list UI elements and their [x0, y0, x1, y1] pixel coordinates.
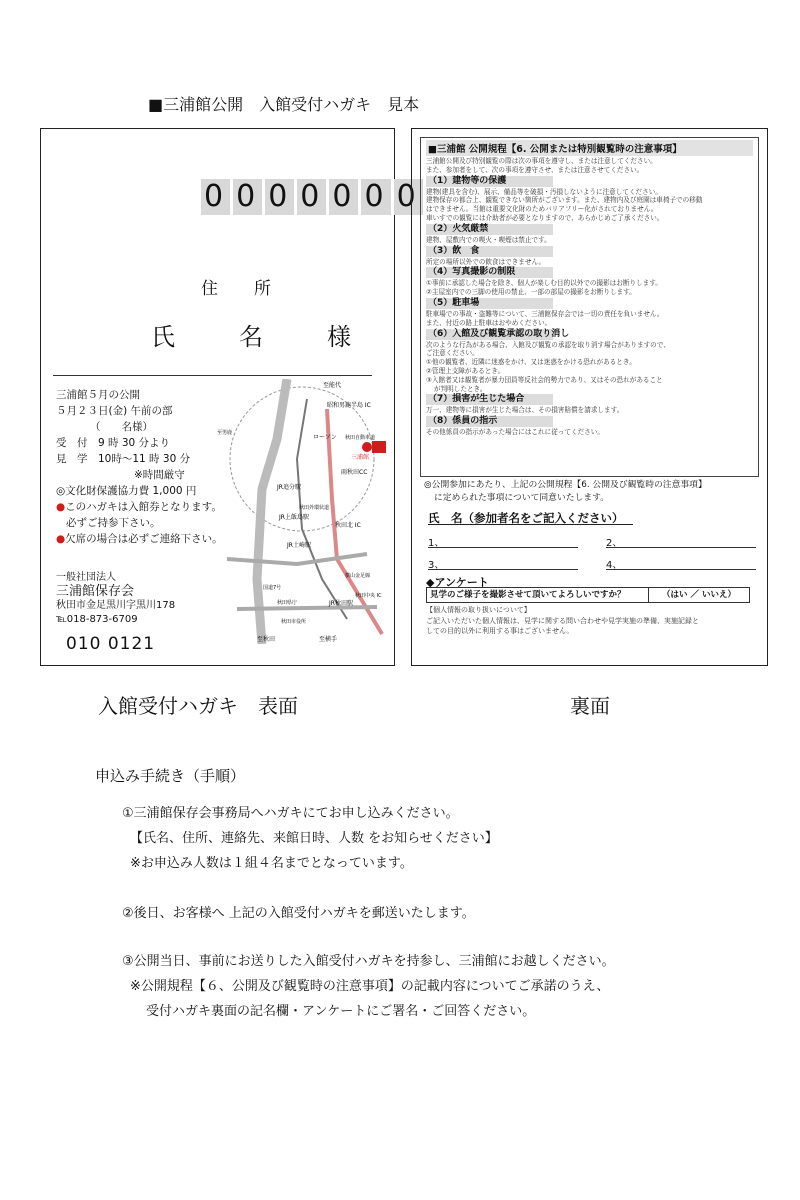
rule-heading: （6）入館及び観覧承認の取り消し — [428, 328, 570, 339]
reception-time: 受 付 9 時 30 分より — [56, 437, 171, 449]
page-title: ■三浦館公開 入館受付ハガキ 見本 — [148, 95, 420, 114]
divider — [53, 375, 372, 376]
steps-title: 申込み手続き（手順） — [95, 767, 246, 785]
name-slot-4[interactable]: 4、 — [606, 560, 623, 571]
postal-digit: 0 — [201, 179, 230, 215]
map-label: 三浦館 — [351, 454, 370, 461]
signer-heading: 氏 名（参加者名をご記入ください） — [428, 511, 624, 525]
rule-heading: （4）写真撮影の制限 — [426, 267, 553, 278]
rule-text: ご注意ください。 — [426, 349, 479, 358]
name-char: 名 — [239, 323, 263, 351]
sender-info — [56, 571, 175, 627]
map-label: 横山金足線 — [345, 573, 371, 579]
map-label: 至横手 — [319, 636, 338, 643]
name-slot-line — [428, 547, 578, 548]
privacy-note — [426, 605, 756, 637]
name-char: 氏 — [151, 323, 175, 351]
absence-note: ●欠席の場合は必ずご連絡下さい。 — [56, 533, 223, 545]
map-label: 国道7号 — [263, 585, 282, 591]
caption-back: 裏面 — [570, 694, 610, 718]
rule-text: 三浦館公開及び特別観覧の際は次の事項を遵守し、または注意してください。 — [426, 157, 657, 165]
org-address: 秋田市金足黒川字黒川178 — [56, 600, 176, 611]
step-2: ②後日、お客様へ 上記の入館受付ハガキを郵送いたします。 — [122, 906, 475, 921]
rule-heading: （2）火気厳禁 — [426, 224, 553, 235]
name-slot-line — [428, 569, 578, 570]
survey-title: ◆アンケート — [426, 576, 489, 589]
name-slot-1[interactable]: 1、 — [428, 538, 445, 549]
rule-heading: （8）係員の指示 — [426, 416, 553, 427]
privacy-text: ご記入いただいた個人情報は、見学に関する問い合わせや見学実施の準備、実施記録と — [426, 616, 699, 625]
map-label: JR秋田駅 — [329, 600, 353, 607]
map-label: 秋田外環状道 — [299, 505, 330, 511]
survey-answer-choice[interactable]: （はい ／ いいえ） — [662, 590, 736, 600]
sender-zip: 010 0121 — [66, 634, 156, 654]
rule-text: 所定の場所以外での飲食はできません。 — [426, 257, 546, 266]
access-map — [217, 379, 387, 644]
name-slot-line — [606, 547, 756, 548]
survey-question: 見学のご様子を撮影させて頂いてよろしいですか？ — [427, 588, 649, 602]
map-label: 至能代 — [323, 382, 342, 389]
rule-text: 建物保存の都合上、観覧できない箇所がございます。また、建物内及び庭園は車椅子での移動 — [426, 196, 703, 205]
rule-heading: （1）建物等の保護 — [426, 176, 553, 187]
map-label: 秋田自動車道 — [345, 435, 376, 441]
rule-text: 駐車場での事故・盗難等について、三浦館保存会では一切の責任を負いません。 — [426, 309, 664, 318]
rule-text: ②管理上支障があるとき。 — [426, 366, 505, 375]
rule-text: その他係員の指示があった場合にはこれに従ってください。 — [426, 428, 604, 437]
rule-heading: （7）損害が生じた場合 — [426, 394, 553, 405]
map-label: 秋田市役所 — [281, 619, 307, 625]
survey-box — [426, 587, 750, 603]
step-3-note-cont: 受付ハガキ裏面の記名欄・アンケートにご署名・ご回答ください。 — [146, 1004, 536, 1019]
map-label: 秋田県庁 — [277, 600, 298, 606]
target-label-bg — [372, 441, 386, 453]
caption-front: 入館受付ハガキ 表面 — [98, 694, 298, 718]
postal-digit: 0 — [329, 179, 358, 215]
event-date: ５月２３日(金) 午前の部 — [56, 405, 173, 417]
bring-note: 必ずご持参下さい。 — [66, 517, 161, 529]
step-3-note: ※公開規程【６、公開及び観覧時の注意事項】の記載内容についてご承諾のうえ、 — [130, 979, 610, 994]
rule-heading: （3）飲 食 — [426, 246, 553, 257]
map-label: JR上飯島駅 — [279, 514, 309, 521]
agreement-line: に定められた事項について同意いたします。 — [434, 493, 610, 503]
agreement-line: ◎公開参加にあたり、上記の公開規程【6. 公開及び観覧時の注意事項】 — [424, 480, 707, 490]
map-road-cross — [227, 554, 367, 564]
rules-title: ■三浦館 公開規程【6. 公開または特別観覧時の注意事項】 — [426, 140, 753, 156]
step-1-note: ※お申込み人数は１組４名までとなっています。 — [130, 856, 413, 871]
map-label: 雨秋田CC — [341, 469, 368, 476]
rule-text: 建物、屋敷内での喫火・喫煙は禁止です。 — [426, 235, 551, 244]
rule-text: ③入館者又は観覧者が暴力団員等反社会的勢力であり、又はその恐れがあること — [426, 375, 663, 384]
red-bullet-icon: ● — [56, 533, 66, 545]
org-type: 一般社団法人 — [56, 572, 116, 583]
map-label: JR追分駅 — [277, 484, 301, 491]
rule-heading: （5）駐車場 — [426, 298, 553, 309]
postcard-front — [40, 128, 420, 666]
org-tel: ℡018-873-6709 — [56, 614, 138, 625]
rule-text: 万一、建物等に損害が生じた場合は、その損害賠償を請求します。 — [426, 406, 624, 415]
address-label: 住所 — [201, 279, 307, 299]
agreement-text — [424, 479, 707, 505]
map-label: JR土崎駅 — [287, 542, 311, 549]
postal-digit: 0 — [233, 179, 262, 215]
red-bullet-icon: ● — [56, 501, 66, 513]
privacy-text: しての目的以外に利用する事はございません。 — [426, 627, 574, 635]
postal-digit: 0 — [394, 179, 423, 215]
step-1-detail: 【氏名、住所、連絡先、来館日時、人数 をお知らせください】 — [130, 831, 498, 846]
name-slot-2[interactable]: 2、 — [606, 538, 623, 549]
map-label: 秋田中央 IC — [355, 593, 382, 599]
postal-digit: 0 — [265, 179, 294, 215]
fee: ◎文化財保護協力費 1,000 円 — [56, 485, 197, 497]
postal-digit: 0 — [361, 179, 390, 215]
rule-text: また、付近の路上駐車はおやめください。 — [426, 318, 552, 327]
postal-code-boxes — [201, 179, 426, 215]
postcard-back — [411, 128, 768, 666]
name-label — [151, 317, 351, 352]
rules-frame — [420, 137, 759, 477]
postal-digit: 0 — [297, 179, 326, 215]
rule-text: 建物(建具を含む)、展示、備品等を破損・汚損しないように注意してください。 — [426, 187, 662, 196]
tour-time: 見 学 10時～11 時 30 分 — [56, 453, 191, 465]
name-slot-3[interactable]: 3、 — [428, 560, 445, 571]
map-label: 至男鹿 — [217, 430, 233, 436]
step-3: ③公開当日、事前にお送りした入館受付ハガキを持参し、三浦館にお越しください。 — [122, 954, 615, 969]
map-label: 至秋田 — [257, 636, 276, 643]
rule-text: はできません。当館は重要文化財のためバリアフリー化がされておりません。 — [426, 205, 658, 214]
rule-text: ②主屋室内での三脚の使用の禁止、一部の部屋の撮影をお断りします。 — [426, 288, 636, 297]
step-1: ①三浦館保存会事務局へハガキにてお申し込みください。 — [122, 806, 459, 821]
name-char: 様 — [327, 323, 351, 351]
rule-text: が判明したとき。 — [434, 384, 487, 393]
map-label: 秋田北 IC — [335, 522, 361, 529]
party-size: （ 名様） — [90, 421, 153, 433]
rule-text: ①他の観覧者、近隣に迷惑をかけ、又は迷惑をかける恐れがあるとき。 — [426, 358, 636, 367]
time-note: ※時間厳守 — [134, 469, 185, 481]
rule-text: 車いすでの観覧には介助者が必要となりますので、あらかじめご了承ください。 — [426, 213, 664, 222]
map-road-south — [237, 607, 377, 609]
rule-text: また、参加者をして、次の事項を遵守させ、または注意させてください。 — [426, 165, 644, 174]
event-title: 三浦館５月の公開 — [56, 389, 140, 401]
map-label: 昭和男鹿半島 IC — [327, 402, 371, 409]
target-marker-icon — [362, 442, 372, 452]
ticket-note: ●このハガキは入館券となります。 — [56, 501, 222, 513]
signer-underline — [428, 524, 633, 525]
rule-text: ①事前に承認した場合を除き、個人が楽しむ目的以外での撮影はお断りします。 — [426, 279, 662, 288]
name-slot-line — [606, 569, 756, 570]
map-label: ローソン — [313, 434, 337, 441]
privacy-heading: 【個人情報の取り扱いについて】 — [426, 606, 531, 614]
org-name: 三浦館保存会 — [56, 584, 135, 599]
rule-text: 次のような行為がある場合、入館及び観覧の承認を取り消す場合がありますので、 — [426, 340, 670, 349]
